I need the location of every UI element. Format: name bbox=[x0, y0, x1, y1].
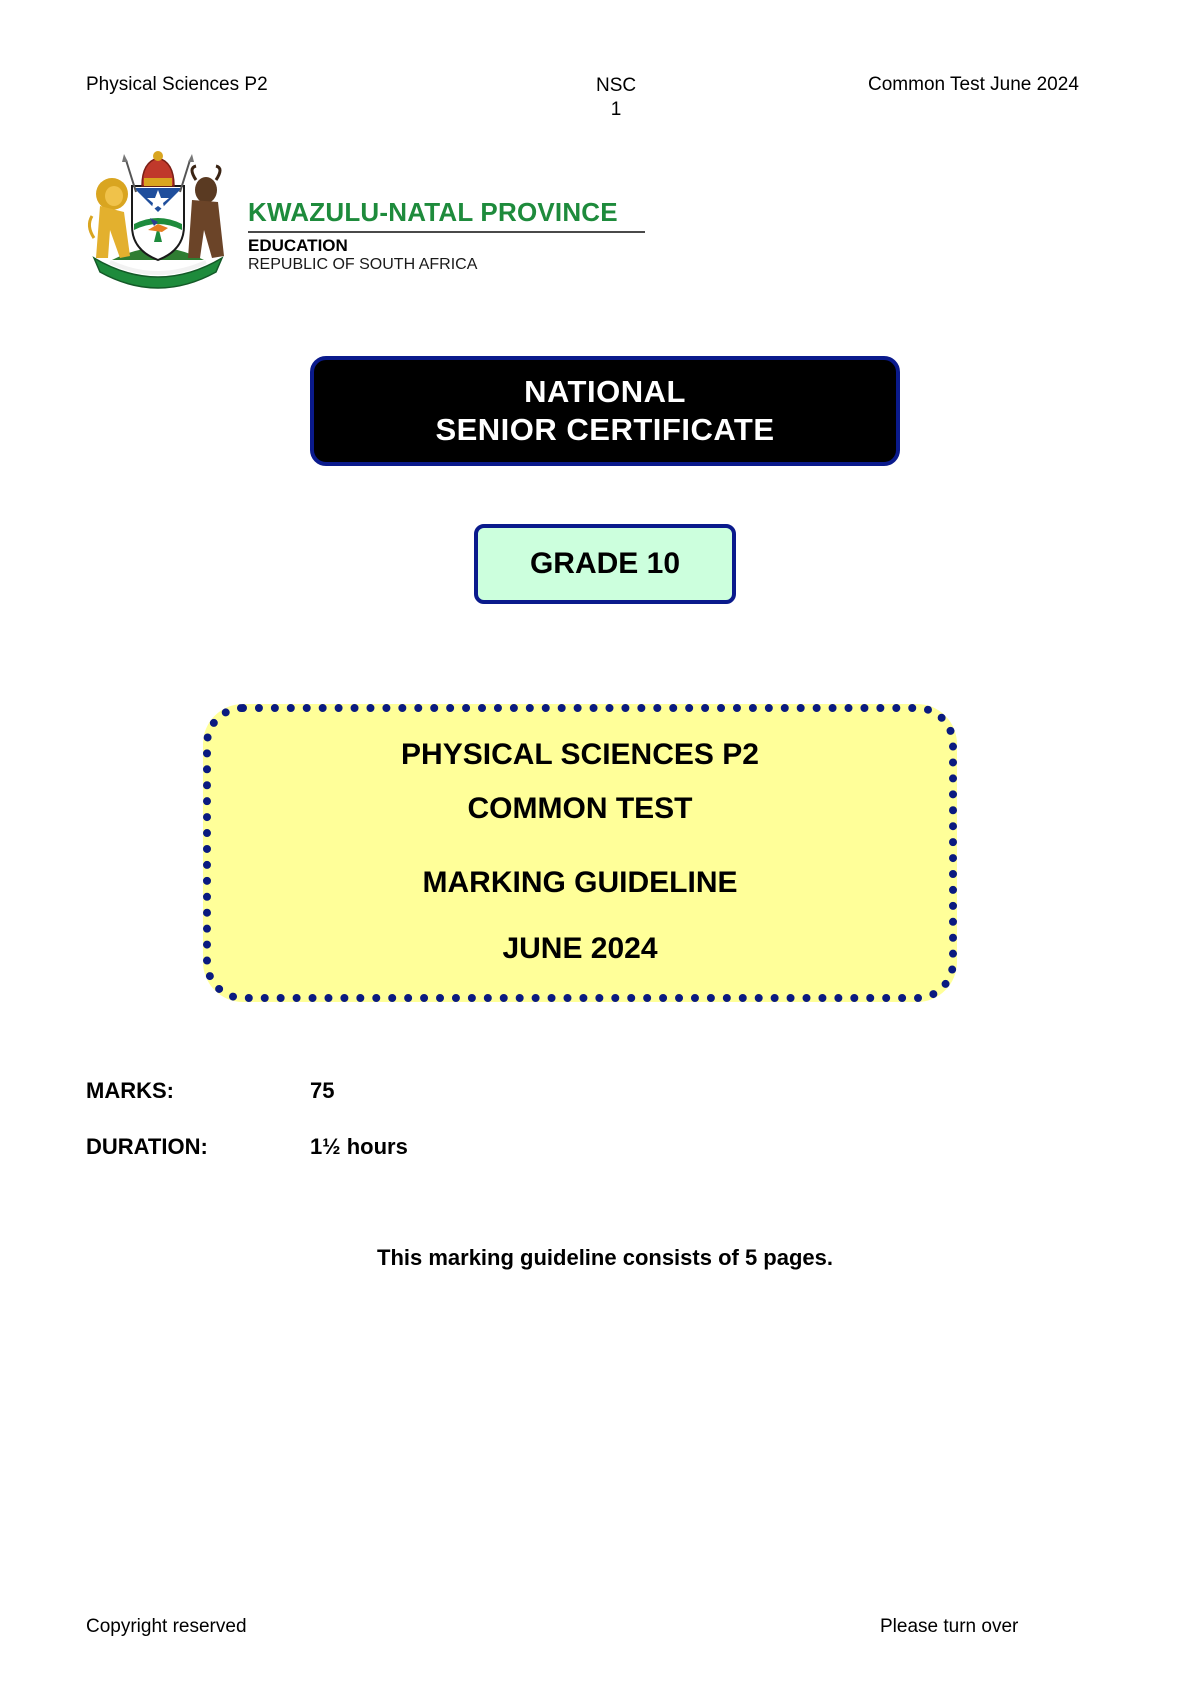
document-type: MARKING GUIDELINE bbox=[422, 866, 738, 899]
grade-badge: GRADE 10 bbox=[474, 524, 736, 604]
page-number: 1 bbox=[610, 99, 622, 120]
page-count-note: This marking guideline consists of 5 pages. bbox=[377, 1245, 833, 1270]
country-name: REPUBLIC OF SOUTH AFRICA bbox=[248, 256, 478, 273]
subject-title: PHYSICAL SCIENCES P2 bbox=[401, 738, 759, 771]
province-name: KWAZULU-NATAL PROVINCE bbox=[248, 197, 618, 227]
footer-turn-over: Please turn over bbox=[880, 1616, 1019, 1637]
banner-line-senior-certificate: SENIOR CERTIFICATE bbox=[435, 412, 775, 447]
header-subject: Physical Sciences P2 bbox=[86, 74, 268, 95]
header-exam: Common Test June 2024 bbox=[868, 74, 1079, 95]
certificate-banner bbox=[310, 356, 900, 466]
subject-panel bbox=[203, 704, 957, 1002]
marks-label: MARKS: bbox=[86, 1078, 174, 1103]
header-center bbox=[596, 74, 636, 122]
marks-value: 75 bbox=[310, 1078, 335, 1103]
test-type: COMMON TEST bbox=[467, 792, 693, 825]
footer-copyright: Copyright reserved bbox=[86, 1616, 247, 1637]
coat-of-arms-icon bbox=[84, 146, 232, 290]
department-name: EDUCATION bbox=[248, 236, 348, 255]
banner-line-national: NATIONAL bbox=[524, 374, 686, 409]
exam-date: JUNE 2024 bbox=[502, 932, 658, 965]
header-nsc: NSC bbox=[596, 75, 637, 96]
duration-label: DURATION: bbox=[86, 1134, 208, 1159]
duration-value: 1½ hours bbox=[310, 1134, 408, 1159]
logo-divider bbox=[248, 231, 645, 233]
